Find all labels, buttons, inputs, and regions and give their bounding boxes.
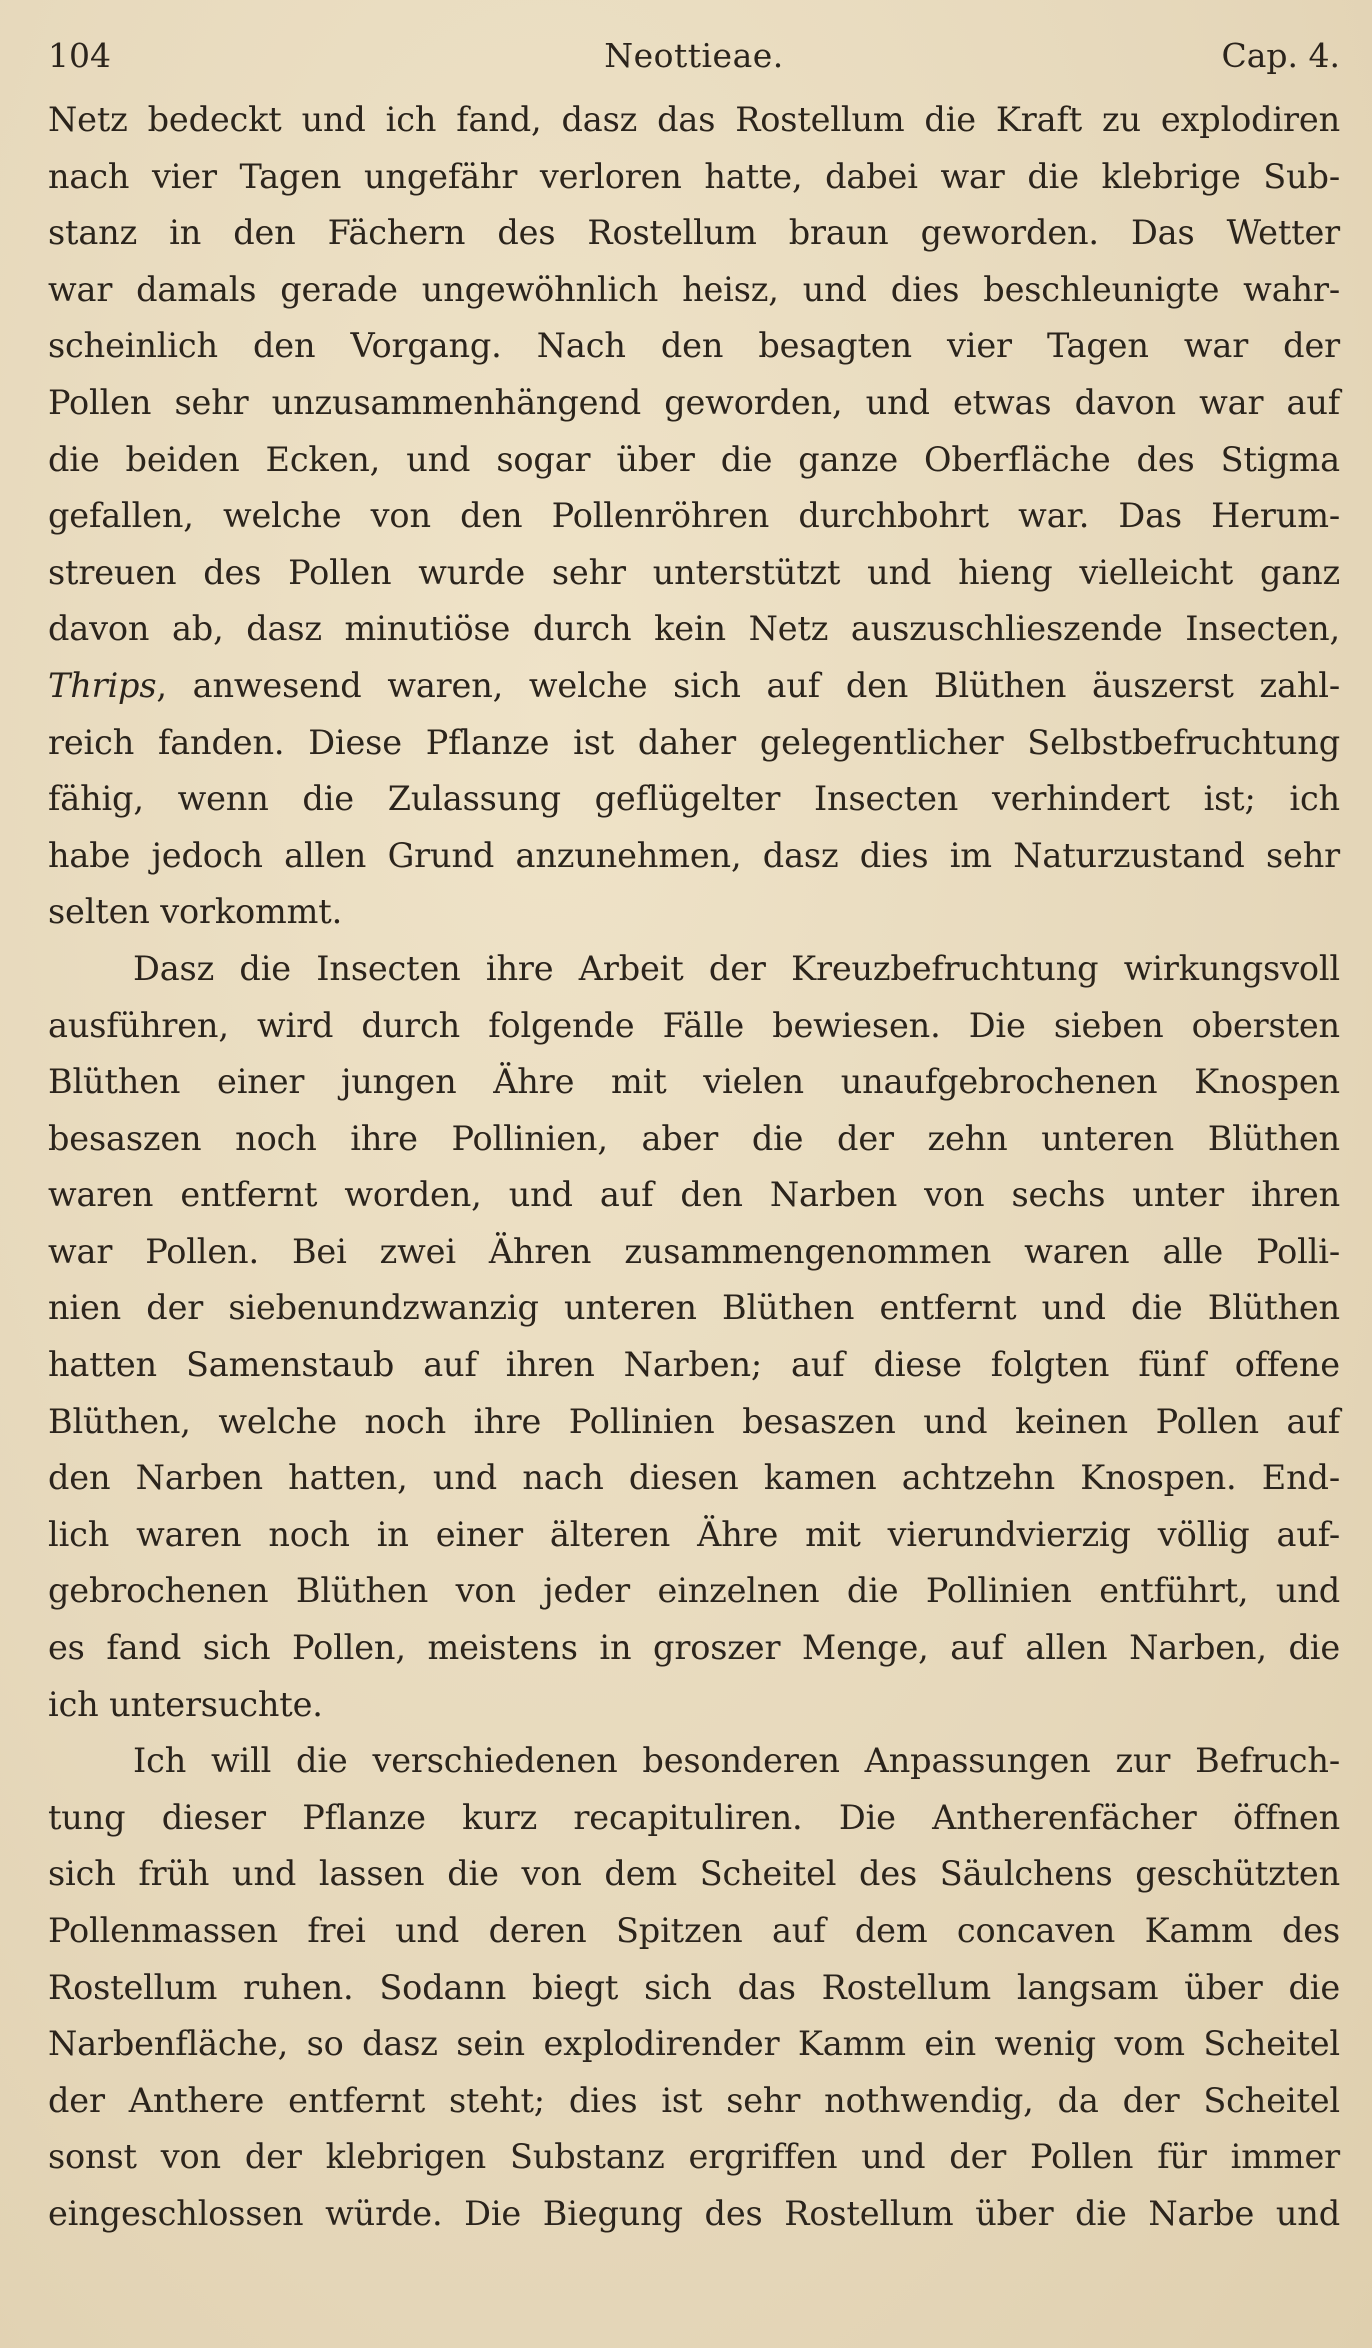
- text-line: reich fanden. Diese Pflanze ist daher gelegentlicher Selbstbefruchtung: [48, 722, 1340, 762]
- running-head: [48, 28, 1340, 84]
- text-line-rest: , anwesend waren, welche sich auf den Blüthen äuszerst zahl-: [156, 665, 1340, 705]
- text-line: es fand sich Pollen, meistens in groszer Menge, auf allen Narben, die: [48, 1628, 1340, 1668]
- text-line: der Anthere entfernt steht; dies ist sehr nothwendig, da der Scheitel: [48, 2080, 1340, 2120]
- page-number: 104: [48, 36, 111, 75]
- text-line: [48, 658, 1340, 715]
- text-line: habe jedoch allen Grund anzunehmen, dasz dies im Naturzustand sehr: [48, 835, 1340, 875]
- text-line: waren entfernt worden, und auf den Narben von sechs unter ihren: [48, 1175, 1340, 1215]
- text-line: ich untersuchte.: [48, 1684, 323, 1724]
- text-line: streuen des Pollen wurde sehr unterstützt und hieng vielleicht ganz: [48, 552, 1340, 592]
- chapter-reference: Cap. 4.: [1221, 36, 1340, 75]
- text-line: Netz bedeckt und ich fand, dasz das Rostellum die Kraft zu explodiren: [48, 100, 1340, 139]
- paragraph-2: [48, 941, 1340, 1733]
- text-line: Rostellum ruhen. Sodann biegt sich das Rostellum langsam über die: [48, 1967, 1340, 2007]
- book-page: [48, 28, 1340, 2328]
- text-line: sich früh und lassen die von dem Scheitel des Säulchens geschützten: [48, 1854, 1340, 1894]
- species-name-thrips: Thrips: [48, 665, 157, 705]
- text-line: eingeschlossen würde. Die Biegung des Rostellum über die Narbe und: [48, 2193, 1340, 2233]
- text-line: Narbenfläche, so dasz sein explodirender Kamm ein wenig vom Scheitel: [48, 2024, 1340, 2064]
- text-line: sonst von der klebrigen Substanz ergriffen und der Pollen für immer: [48, 2137, 1340, 2177]
- text-line: ausführen, wird durch folgende Fälle bewiesen. Die sieben obersten: [48, 1005, 1340, 1045]
- body-text: [48, 92, 1340, 2243]
- text-line: lich waren noch in einer älteren Ähre mit vierundvierzig völlig auf-: [48, 1514, 1340, 1554]
- text-line: hatten Samenstaub auf ihren Narben; auf diese folgten fünf offene: [48, 1345, 1340, 1385]
- section-title: Neottieae.: [604, 36, 784, 75]
- text-line: war damals gerade ungewöhnlich heisz, und dies beschleunigte wahr-: [48, 269, 1340, 309]
- text-line: tung dieser Pflanze kurz recapituliren. Die Antherenfächer öffnen: [48, 1797, 1340, 1837]
- paragraph-1: [48, 92, 1340, 941]
- text-line: nach vier Tagen ungefähr verloren hatte, dabei war die klebrige Sub-: [48, 156, 1340, 196]
- text-line: den Narben hatten, und nach diesen kamen achtzehn Knospen. End-: [48, 1458, 1340, 1498]
- text-line: stanz in den Fächern des Rostellum braun geworden. Das Wetter: [48, 213, 1340, 253]
- text-line: Dasz die Insecten ihre Arbeit der Kreuzbefruchtung wirkungsvoll: [133, 948, 1340, 988]
- text-line: scheinlich den Vorgang. Nach den besagten vier Tagen war der: [48, 326, 1340, 366]
- text-line: besaszen noch ihre Pollinien, aber die der zehn unteren Blüthen: [48, 1118, 1340, 1158]
- text-line: Blüthen einer jungen Ähre mit vielen unaufgebrochenen Knospen: [48, 1062, 1340, 1102]
- text-line: war Pollen. Bei zwei Ähren zusammengenommen waren alle Polli-: [48, 1231, 1340, 1271]
- text-line: fähig, wenn die Zulassung geflügelter Insecten verhindert ist; ich: [48, 779, 1340, 819]
- text-line: nien der siebenundzwanzig unteren Blüthen entfernt und die Blüthen: [48, 1288, 1340, 1328]
- text-line: selten vorkommt.: [48, 892, 343, 932]
- paragraph-3: [48, 1733, 1340, 2242]
- text-line: davon ab, dasz minutiöse durch kein Netz auszuschlieszende Insecten,: [48, 609, 1340, 649]
- text-line: Blüthen, welche noch ihre Pollinien besaszen und keinen Pollen auf: [48, 1401, 1340, 1441]
- text-line: gebrochenen Blüthen von jeder einzelnen die Pollinien entführt, und: [48, 1571, 1340, 1611]
- text-line: Ich will die verschiedenen besonderen Anpassungen zur Befruch-: [133, 1741, 1340, 1781]
- text-line: Pollenmassen frei und deren Spitzen auf dem concaven Kamm des: [48, 1911, 1340, 1950]
- text-line: gefallen, welche von den Pollenröhren durchbohrt war. Das Herum-: [48, 496, 1340, 536]
- text-line: Pollen sehr unzusammenhängend geworden, und etwas davon war auf: [48, 382, 1340, 422]
- text-line: die beiden Ecken, und sogar über die ganze Oberfläche des Stigma: [48, 439, 1340, 479]
